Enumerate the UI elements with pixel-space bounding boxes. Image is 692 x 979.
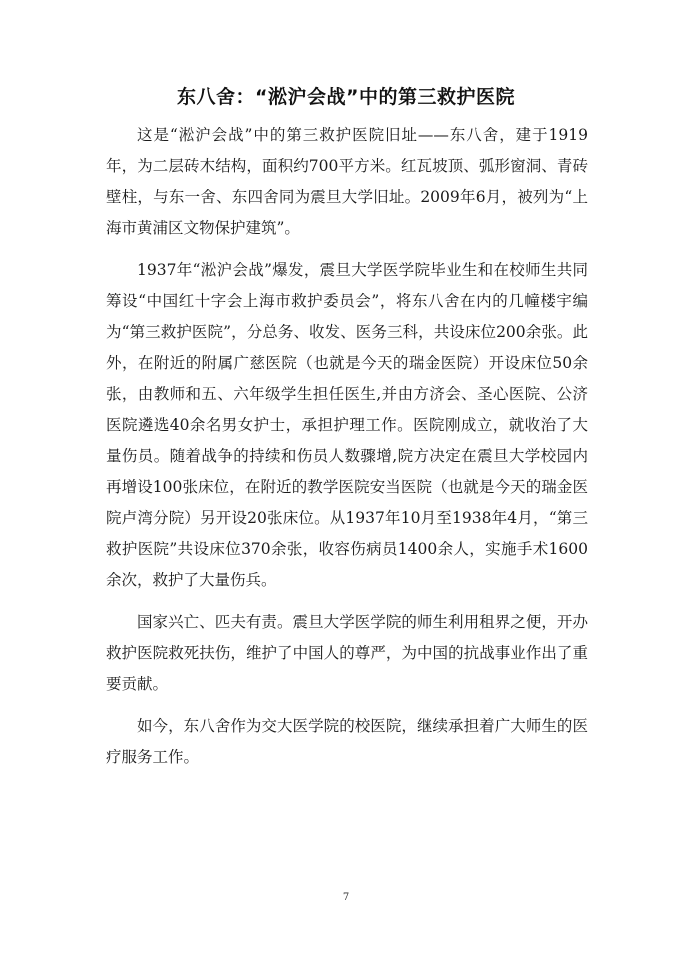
document-title: 东八舍：“淞沪会战”中的第三救护医院 — [177, 86, 515, 108]
document-body — [106, 120, 588, 784]
page-number: 7 — [342, 892, 350, 903]
paragraph-intro: 这是“淞沪会战”中的第三救护医院旧址——东八舍，建于1919年，为二层砖木结构，面积约700平方米。红瓦坡顶、弧形窗洞、青砖壁柱，与东一舍、东四舍同为震旦大学旧址。2009年6月，被列为“上海市黄浦区文物保护建筑”。 — [106, 126, 588, 237]
paragraph-today: 如今，东八舍作为交大医学院的校医院，继续承担着广大师生的医疗服务工作。 — [106, 717, 588, 766]
paragraph-history: 1937年“淞沪会战”爆发，震旦大学医学院毕业生和在校师生共同筹设“中国红十字会上海市救护委员会”，将东八舍在内的几幢楼宇编为“第三救护医院”，分总务、收发、医务三科，共设床位200余张。此外，在附近的附属广慈医院（也就是今天的瑞金医院）开设床位50余张，由教师和五、六年级学生担任医生,并由方济会、圣心医院、公济医院遴选40余名男女护士，承担护理工作。医院刚成立，就收治了大量伤员。随着战争的持续和伤员人数骤增,院方决定在震旦大学校园内再增设100张床位，在附近的教学医院安当医院（也就是今天的瑞金医院卢湾分院）另开设20张床位。从1937年10月至1938年4月，“第三救护医院”共设床位370余张，收容伤病员1400余人，实施手术1600余次，救护了大量伤兵。 — [106, 261, 588, 589]
paragraph-significance: 国家兴亡、匹夫有责。震旦大学医学院的师生利用租界之便，开办救护医院救死扶伤，维护了中国人的尊严，为中国的抗战事业作出了重要贡献。 — [106, 613, 588, 693]
